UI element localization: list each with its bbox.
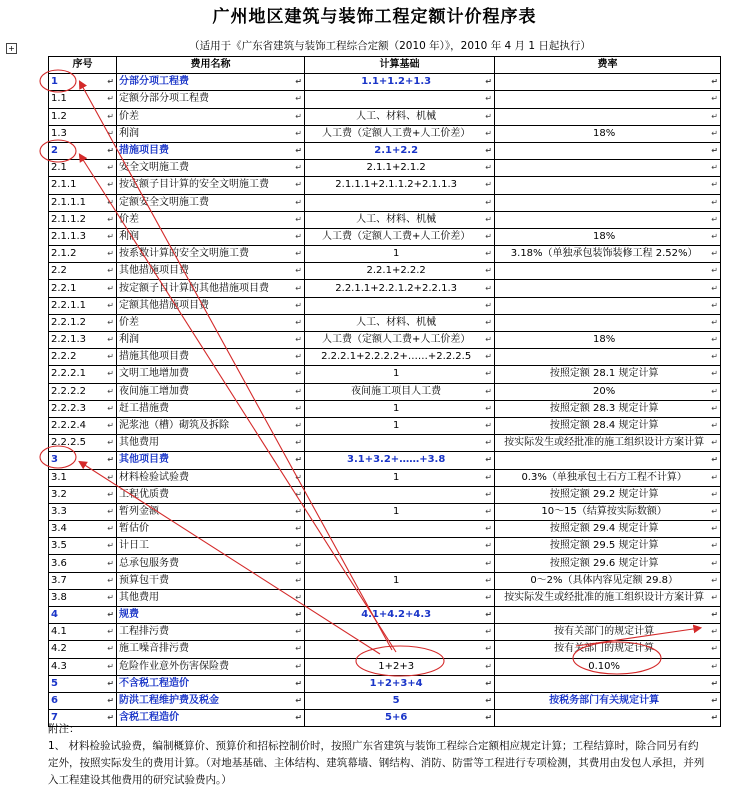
paragraph-mark-icon: ↵ xyxy=(711,455,718,465)
paragraph-mark-icon: ↵ xyxy=(107,644,114,654)
row-number-text: 7 xyxy=(51,712,58,724)
paragraph-mark-icon: ↵ xyxy=(485,163,492,173)
calc-basis-text: 2.2.2.1+2.2.2.2+……+2.2.2.5 xyxy=(321,351,472,363)
calc-basis-text: 4.1+4.2+4.3 xyxy=(361,609,432,621)
paragraph-mark-icon: ↵ xyxy=(295,146,302,156)
cost-name-text: 按定额子目计算的其他措施项目费 xyxy=(119,282,269,294)
paragraph-mark-icon: ↵ xyxy=(295,644,302,654)
paragraph-mark-icon: ↵ xyxy=(107,146,114,156)
paragraph-mark-icon: ↵ xyxy=(711,214,718,224)
paragraph-mark-icon: ↵ xyxy=(295,77,302,87)
row-number-text: 1.2 xyxy=(51,110,67,122)
cost-name-text: 泥浆池（槽）砌筑及拆除 xyxy=(119,420,229,432)
paragraph-mark-icon: ↵ xyxy=(295,438,302,448)
paragraph-mark-icon: ↵ xyxy=(107,231,114,241)
paragraph-mark-icon: ↵ xyxy=(711,283,718,293)
rate-text: 按照定额 29.2 规定计算 xyxy=(549,488,659,500)
calc-basis-text: 2.1+2.2 xyxy=(374,145,419,157)
row-number-text: 3.8 xyxy=(51,591,67,603)
note-item-1: 1、 材料检验试验费，编制概算价、预算价和招标控制价时，按照广东省建筑与装饰工程综合定额相应规定计算；工程结算时，除合同另有约定外，按照实际发生的费用计算。（对地基基础、主体结构、建筑幕墙、钢结构、消防、防雷等工程进行专项检测，其费用由发包人承担，并列入工程建设其他费用的研究试验费内。） xyxy=(48,740,705,786)
row-number-text: 2.2 xyxy=(51,265,67,277)
paragraph-mark-icon: ↵ xyxy=(485,335,492,345)
paragraph-mark-icon: ↵ xyxy=(711,335,718,345)
paragraph-mark-icon: ↵ xyxy=(295,249,302,259)
paragraph-mark-icon: ↵ xyxy=(711,111,718,121)
paragraph-mark-icon: ↵ xyxy=(295,94,302,104)
paragraph-mark-icon: ↵ xyxy=(107,592,114,602)
paragraph-mark-icon: ↵ xyxy=(107,77,114,87)
paragraph-mark-icon: ↵ xyxy=(711,661,718,671)
calc-basis-text: 1 xyxy=(392,420,400,432)
paragraph-mark-icon: ↵ xyxy=(485,231,492,241)
paragraph-mark-icon: ↵ xyxy=(711,231,718,241)
paragraph-mark-icon: ↵ xyxy=(295,180,302,190)
cost-name-text: 防洪工程维护费及税金 xyxy=(119,695,219,707)
rate-text: 18% xyxy=(593,334,616,346)
row-number-text: 3.3 xyxy=(51,505,67,517)
row-number-text: 2.2.2.3 xyxy=(51,402,86,414)
rate-text: 按照定额 28.4 规定计算 xyxy=(549,420,659,432)
paragraph-mark-icon: ↵ xyxy=(295,266,302,276)
paragraph-mark-icon: ↵ xyxy=(711,300,718,310)
row-number-text: 3.5 xyxy=(51,540,67,552)
paragraph-mark-icon: ↵ xyxy=(107,713,114,723)
paragraph-mark-icon: ↵ xyxy=(485,146,492,156)
paragraph-mark-icon: ↵ xyxy=(295,317,302,327)
paragraph-mark-icon: ↵ xyxy=(295,627,302,637)
paragraph-mark-icon: ↵ xyxy=(295,455,302,465)
paragraph-mark-icon: ↵ xyxy=(485,300,492,310)
paragraph-mark-icon: ↵ xyxy=(711,506,718,516)
rate-text: 按照定额 28.3 规定计算 xyxy=(549,402,659,414)
paragraph-mark-icon: ↵ xyxy=(485,421,492,431)
paragraph-mark-icon: ↵ xyxy=(107,438,114,448)
page-subtitle: （适用于《广东省建筑与装饰工程综合定额（2010 年）》，2010 年 4 月 1 日起执行） xyxy=(189,40,591,52)
cost-name-text: 预算包干费 xyxy=(119,574,169,586)
paragraph-mark-icon: ↵ xyxy=(107,610,114,620)
row-number-text: 1.3 xyxy=(51,127,67,139)
paragraph-mark-icon: ↵ xyxy=(295,678,302,688)
calc-basis-text: 人工费（定额人工费+人工价差） xyxy=(321,127,471,139)
calc-basis-text: 2.2.1+2.2.2 xyxy=(366,265,426,277)
paragraph-mark-icon: ↵ xyxy=(107,506,114,516)
row-number-text: 3.1 xyxy=(51,471,67,483)
row-number-text: 2.2.2 xyxy=(51,351,77,363)
paragraph-mark-icon: ↵ xyxy=(485,592,492,602)
paragraph-mark-icon: ↵ xyxy=(485,644,492,654)
paragraph-mark-icon: ↵ xyxy=(295,421,302,431)
paragraph-mark-icon: ↵ xyxy=(107,575,114,585)
calc-basis-text: 2.2.1.1+2.2.1.2+2.2.1.3 xyxy=(335,282,457,294)
paragraph-mark-icon: ↵ xyxy=(711,713,718,723)
paragraph-mark-icon: ↵ xyxy=(107,249,114,259)
header-name: 费用名称 xyxy=(117,57,305,74)
paragraph-mark-icon: ↵ xyxy=(485,317,492,327)
paragraph-mark-icon: ↵ xyxy=(295,111,302,121)
calc-basis-text: 人工、材料、机械 xyxy=(356,316,437,328)
cost-name-text: 文明工地增加费 xyxy=(119,368,189,380)
paragraph-mark-icon: ↵ xyxy=(485,369,492,379)
paragraph-mark-icon: ↵ xyxy=(485,455,492,465)
rate-text: 按照定额 29.5 规定计算 xyxy=(549,540,659,552)
cost-name-text: 措施其他项目费 xyxy=(119,351,189,363)
paragraph-mark-icon: ↵ xyxy=(107,317,114,327)
paragraph-mark-icon: ↵ xyxy=(485,111,492,121)
paragraph-mark-icon: ↵ xyxy=(295,403,302,413)
row-number-text: 1.1 xyxy=(51,93,67,105)
row-number-text: 4 xyxy=(51,609,58,621)
rate-text: 按税务部门有关规定计算 xyxy=(549,695,660,707)
paragraph-mark-icon: ↵ xyxy=(485,489,492,499)
cost-name-text: 按系数计算的安全文明施工费 xyxy=(119,248,249,260)
paragraph-mark-icon: ↵ xyxy=(107,678,114,688)
row-number-text: 2.1.2 xyxy=(51,248,77,260)
paragraph-mark-icon: ↵ xyxy=(295,335,302,345)
paragraph-mark-icon: ↵ xyxy=(295,197,302,207)
calc-basis-text: 夜间施工项目人工费 xyxy=(351,385,442,397)
row-number-text: 2.2.2.1 xyxy=(51,368,86,380)
paragraph-mark-icon: ↵ xyxy=(711,592,718,602)
cost-name-text: 危险作业意外伤害保险费 xyxy=(119,660,229,672)
paragraph-mark-icon: ↵ xyxy=(295,352,302,362)
arrow-to-rate xyxy=(576,628,700,646)
paragraph-mark-icon: ↵ xyxy=(295,128,302,138)
paragraph-mark-icon: ↵ xyxy=(485,386,492,396)
rate-text: 3.18%（单独承包装饰装修工程 2.52%） xyxy=(510,248,698,260)
paragraph-mark-icon: ↵ xyxy=(107,335,114,345)
circle-rate-4-3 xyxy=(573,642,661,674)
calc-basis-text: 人工、材料、机械 xyxy=(356,213,437,225)
cost-name-text: 利润 xyxy=(119,127,139,139)
paragraph-mark-icon: ↵ xyxy=(485,438,492,448)
cost-name-text: 含税工程造价 xyxy=(119,712,179,724)
paragraph-mark-icon: ↵ xyxy=(295,283,302,293)
cost-name-text: 其他项目费 xyxy=(119,454,169,466)
cost-name-text: 安全文明施工费 xyxy=(119,162,189,174)
paragraph-mark-icon: ↵ xyxy=(485,696,492,706)
cost-name-text: 总承包服务费 xyxy=(119,557,179,569)
cost-name-text: 规费 xyxy=(119,609,139,621)
paragraph-mark-icon: ↵ xyxy=(711,386,718,396)
cost-name-text: 定额安全文明施工费 xyxy=(119,196,209,208)
paragraph-mark-icon: ↵ xyxy=(107,627,114,637)
rate-text: 20% xyxy=(593,385,616,397)
arrow-to-row-1 xyxy=(80,82,392,650)
row-number-text: 2.2.1.2 xyxy=(51,316,86,328)
cost-name-text: 夜间施工增加费 xyxy=(119,385,189,397)
rate-text: 按实际发生或经批准的施工组织设计方案计算 xyxy=(504,437,705,449)
paragraph-mark-icon: ↵ xyxy=(485,627,492,637)
paragraph-mark-icon: ↵ xyxy=(107,558,114,568)
rate-text: 按实际发生或经批准的施工组织设计方案计算 xyxy=(504,591,705,603)
arrow-to-row-3 xyxy=(80,462,380,654)
paragraph-mark-icon: ↵ xyxy=(107,266,114,276)
calc-basis-text: 1 xyxy=(392,248,400,260)
row-number-text: 3 xyxy=(51,454,58,466)
paragraph-mark-icon: ↵ xyxy=(711,644,718,654)
rate-text: 0～2%（具体内容见定额 29.8） xyxy=(530,574,678,586)
cost-name-text: 价差 xyxy=(119,316,139,328)
paragraph-mark-icon: ↵ xyxy=(711,472,718,482)
paragraph-mark-icon: ↵ xyxy=(295,300,302,310)
paragraph-mark-icon: ↵ xyxy=(107,472,114,482)
paragraph-mark-icon: ↵ xyxy=(295,524,302,534)
cost-name-text: 其他费用 xyxy=(119,591,159,603)
cost-name-text: 定额分部分项工程费 xyxy=(119,93,209,105)
paragraph-mark-icon: ↵ xyxy=(295,696,302,706)
row-number-text: 3.7 xyxy=(51,574,67,586)
paragraph-mark-icon: ↵ xyxy=(711,575,718,585)
circle-row-1 xyxy=(40,70,76,92)
paragraph-mark-icon: ↵ xyxy=(485,713,492,723)
cost-name-text: 措施项目费 xyxy=(119,145,169,157)
table-move-handle-icon[interactable]: + xyxy=(6,43,17,54)
rate-text: 按照定额 29.6 规定计算 xyxy=(549,557,659,569)
paragraph-mark-icon: ↵ xyxy=(711,627,718,637)
row-number-text: 2.2.2.5 xyxy=(51,437,86,449)
paragraph-mark-icon: ↵ xyxy=(485,128,492,138)
paragraph-mark-icon: ↵ xyxy=(711,77,718,87)
paragraph-mark-icon: ↵ xyxy=(485,180,492,190)
paragraph-mark-icon: ↵ xyxy=(107,283,114,293)
paragraph-mark-icon: ↵ xyxy=(107,541,114,551)
paragraph-mark-icon: ↵ xyxy=(711,249,718,259)
paragraph-mark-icon: ↵ xyxy=(485,214,492,224)
rate-text: 10～15（结算按实际数额） xyxy=(541,505,667,517)
paragraph-mark-icon: ↵ xyxy=(485,678,492,688)
row-number-text: 6 xyxy=(51,695,58,707)
calc-basis-text: 1+2+3 xyxy=(378,660,415,672)
calc-basis-text: 人工、材料、机械 xyxy=(356,110,437,122)
paragraph-mark-icon: ↵ xyxy=(295,369,302,379)
row-number-text: 2.1.1 xyxy=(51,179,77,191)
paragraph-mark-icon: ↵ xyxy=(107,94,114,104)
row-number-text: 2.2.1 xyxy=(51,282,77,294)
arrow-to-row-2 xyxy=(80,155,396,655)
row-number-text: 2.2.2.2 xyxy=(51,385,86,397)
paragraph-mark-icon: ↵ xyxy=(711,163,718,173)
rate-text: 18% xyxy=(593,127,616,139)
notes-heading: 附注： xyxy=(48,723,80,735)
row-number-text: 2.2.1.1 xyxy=(51,299,86,311)
paragraph-mark-icon: ↵ xyxy=(107,403,114,413)
rate-text: 按有关部门的规定计算 xyxy=(554,643,655,655)
row-number-text: 1 xyxy=(51,76,58,88)
circle-row-2 xyxy=(40,140,76,162)
paragraph-mark-icon: ↵ xyxy=(711,352,718,362)
paragraph-mark-icon: ↵ xyxy=(107,489,114,499)
cost-name-text: 定额其他措施项目费 xyxy=(119,299,209,311)
cost-name-text: 工程优质费 xyxy=(119,488,169,500)
rate-text: 0.10% xyxy=(588,660,621,672)
row-number-text: 3.4 xyxy=(51,523,67,535)
calc-basis-text: 1 xyxy=(392,574,400,586)
cost-name-text: 按定额子目计算的安全文明施工费 xyxy=(119,179,269,191)
cost-name-text: 价差 xyxy=(119,213,139,225)
cost-name-text: 分部分项工程费 xyxy=(119,76,189,88)
paragraph-mark-icon: ↵ xyxy=(295,489,302,499)
paragraph-mark-icon: ↵ xyxy=(485,524,492,534)
row-number-text: 3.6 xyxy=(51,557,67,569)
paragraph-mark-icon: ↵ xyxy=(485,472,492,482)
row-number-text: 3.2 xyxy=(51,488,67,500)
paragraph-mark-icon: ↵ xyxy=(295,214,302,224)
paragraph-mark-icon: ↵ xyxy=(107,163,114,173)
calc-basis-text: 5+6 xyxy=(385,712,408,724)
paragraph-mark-icon: ↵ xyxy=(485,197,492,207)
paragraph-mark-icon: ↵ xyxy=(711,678,718,688)
rate-text: 按照定额 29.4 规定计算 xyxy=(549,523,659,535)
paragraph-mark-icon: ↵ xyxy=(711,94,718,104)
calc-basis-text: 人工费（定额人工费+人工价差） xyxy=(321,334,471,346)
cost-name-text: 其他措施项目费 xyxy=(119,265,189,277)
paragraph-mark-icon: ↵ xyxy=(485,541,492,551)
cost-name-text: 施工噪音排污费 xyxy=(119,643,189,655)
paragraph-mark-icon: ↵ xyxy=(711,369,718,379)
cost-name-text: 暂列金额 xyxy=(119,505,159,517)
paragraph-mark-icon: ↵ xyxy=(295,386,302,396)
row-number-text: 2.1.1.1 xyxy=(51,196,86,208)
calc-basis-text: 1 xyxy=(392,471,400,483)
cost-name-text: 工程排污费 xyxy=(119,626,169,638)
calc-basis-text: 3.1+3.2+……+3.8 xyxy=(347,454,446,466)
paragraph-mark-icon: ↵ xyxy=(485,403,492,413)
calc-basis-text: 1.1+1.2+1.3 xyxy=(361,76,432,88)
paragraph-mark-icon: ↵ xyxy=(711,317,718,327)
row-number-text: 2.1.1.2 xyxy=(51,213,86,225)
row-number-text: 4.2 xyxy=(51,643,67,655)
paragraph-mark-icon: ↵ xyxy=(295,558,302,568)
paragraph-mark-icon: ↵ xyxy=(485,558,492,568)
paragraph-mark-icon: ↵ xyxy=(295,575,302,585)
row-number-text: 2.2.1.3 xyxy=(51,334,86,346)
paragraph-mark-icon: ↵ xyxy=(107,661,114,671)
calc-basis-text: 5 xyxy=(392,695,400,707)
paragraph-mark-icon: ↵ xyxy=(485,506,492,516)
calc-basis-text: 1 xyxy=(392,402,400,414)
paragraph-mark-icon: ↵ xyxy=(295,472,302,482)
paragraph-mark-icon: ↵ xyxy=(485,610,492,620)
calc-basis-text: 1 xyxy=(392,505,400,517)
cost-name-text: 材料检验试验费 xyxy=(119,471,189,483)
paragraph-mark-icon: ↵ xyxy=(711,266,718,276)
paragraph-mark-icon: ↵ xyxy=(107,197,114,207)
cost-name-text: 暂估价 xyxy=(119,523,149,535)
paragraph-mark-icon: ↵ xyxy=(485,94,492,104)
calc-basis-text: 2.1.1.1+2.1.1.2+2.1.1.3 xyxy=(335,179,457,191)
paragraph-mark-icon: ↵ xyxy=(107,352,114,362)
calc-basis-text: 1+2+3+4 xyxy=(369,677,423,689)
cost-name-text: 不含税工程造价 xyxy=(119,677,189,689)
paragraph-mark-icon: ↵ xyxy=(107,369,114,379)
paragraph-mark-icon: ↵ xyxy=(711,696,718,706)
paragraph-mark-icon: ↵ xyxy=(485,249,492,259)
cost-name-text: 赶工措施费 xyxy=(119,402,169,414)
cost-name-text: 价差 xyxy=(119,110,139,122)
cost-name-text: 其他费用 xyxy=(119,437,159,449)
paragraph-mark-icon: ↵ xyxy=(711,524,718,534)
paragraph-mark-icon: ↵ xyxy=(711,128,718,138)
paragraph-mark-icon: ↵ xyxy=(485,352,492,362)
rate-text: 0.3%（单独承包土石方工程不计算） xyxy=(521,471,687,483)
paragraph-mark-icon: ↵ xyxy=(295,231,302,241)
calc-basis-text: 2.1.1+2.1.2 xyxy=(366,162,426,174)
paragraph-mark-icon: ↵ xyxy=(485,575,492,585)
paragraph-mark-icon: ↵ xyxy=(295,506,302,516)
row-number-text: 4.1 xyxy=(51,626,67,638)
header-basis: 计算基础 xyxy=(305,57,495,74)
paragraph-mark-icon: ↵ xyxy=(295,163,302,173)
paragraph-mark-icon: ↵ xyxy=(107,421,114,431)
cost-name-text: 利润 xyxy=(119,334,139,346)
row-number-text: 2.1.1.3 xyxy=(51,230,86,242)
row-number-text: 2.1 xyxy=(51,162,67,174)
row-number-text: 2.2.2.4 xyxy=(51,420,86,432)
paragraph-mark-icon: ↵ xyxy=(711,558,718,568)
paragraph-mark-icon: ↵ xyxy=(295,541,302,551)
rate-text: 按照定额 28.1 规定计算 xyxy=(549,368,659,380)
paragraph-mark-icon: ↵ xyxy=(295,661,302,671)
row-number-text: 2 xyxy=(51,145,58,157)
paragraph-mark-icon: ↵ xyxy=(107,111,114,121)
paragraph-mark-icon: ↵ xyxy=(107,696,114,706)
paragraph-mark-icon: ↵ xyxy=(485,661,492,671)
paragraph-mark-icon: ↵ xyxy=(711,438,718,448)
paragraph-mark-icon: ↵ xyxy=(711,403,718,413)
paragraph-mark-icon: ↵ xyxy=(711,610,718,620)
rate-text: 18% xyxy=(593,230,616,242)
header-rate: 费率 xyxy=(495,57,721,74)
paragraph-mark-icon: ↵ xyxy=(107,300,114,310)
paragraph-mark-icon: ↵ xyxy=(107,128,114,138)
paragraph-mark-icon: ↵ xyxy=(711,146,718,156)
paragraph-mark-icon: ↵ xyxy=(107,386,114,396)
paragraph-mark-icon: ↵ xyxy=(711,180,718,190)
paragraph-mark-icon: ↵ xyxy=(711,197,718,207)
paragraph-mark-icon: ↵ xyxy=(107,214,114,224)
paragraph-mark-icon: ↵ xyxy=(711,421,718,431)
paragraph-mark-icon: ↵ xyxy=(295,610,302,620)
cost-name-text: 计日工 xyxy=(119,540,149,552)
paragraph-mark-icon: ↵ xyxy=(711,489,718,499)
calc-basis-text: 1 xyxy=(392,368,400,380)
row-number-text: 4.3 xyxy=(51,660,67,672)
rate-text: 按有关部门的规定计算 xyxy=(554,626,655,638)
paragraph-mark-icon: ↵ xyxy=(485,77,492,87)
paragraph-mark-icon: ↵ xyxy=(485,283,492,293)
paragraph-mark-icon: ↵ xyxy=(711,541,718,551)
circle-row-3 xyxy=(40,446,76,468)
circle-basis-4-3 xyxy=(356,646,444,676)
paragraph-mark-icon: ↵ xyxy=(295,713,302,723)
paragraph-mark-icon: ↵ xyxy=(107,524,114,534)
paragraph-mark-icon: ↵ xyxy=(485,266,492,276)
paragraph-mark-icon: ↵ xyxy=(295,592,302,602)
calc-basis-text: 人工费（定额人工费+人工价差） xyxy=(321,230,471,242)
cost-name-text: 利润 xyxy=(119,230,139,242)
header-no: 序号 xyxy=(49,57,117,74)
page-title: 广州地区建筑与装饰工程定额计价程序表 xyxy=(212,7,537,27)
row-number-text: 5 xyxy=(51,677,58,689)
paragraph-mark-icon: ↵ xyxy=(107,180,114,190)
paragraph-mark-icon: ↵ xyxy=(107,455,114,465)
